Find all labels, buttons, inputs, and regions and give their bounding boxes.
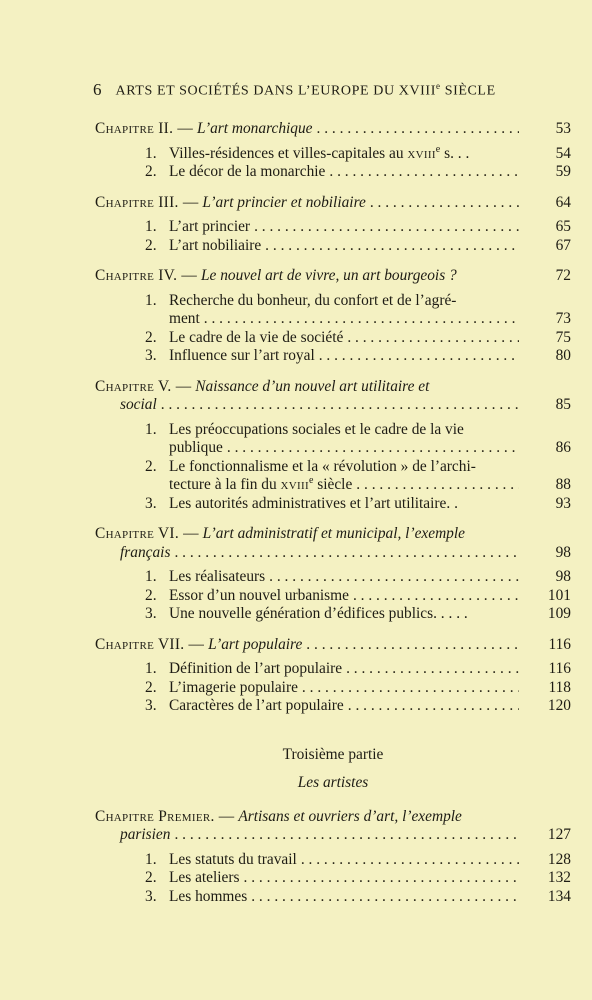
- page-number: 6: [93, 80, 102, 99]
- chapter-heading-continuation: social . . . 85: [95, 396, 571, 415]
- page-ref: 86: [555, 439, 571, 456]
- list-item: 1. Les réalisateurs . . . 98: [95, 568, 571, 587]
- list-item: 2. Le décor de la monarchie . . . 59: [95, 163, 571, 182]
- list-item: 3. Influence sur l’art royal . . . 80: [95, 347, 571, 366]
- page-ref: 59: [555, 163, 571, 180]
- page-ref: 88: [555, 476, 571, 493]
- page-ref: 85: [555, 396, 571, 413]
- list-item: 2. L’imagerie populaire . . . 118: [95, 679, 571, 698]
- page-ref: 93: [555, 494, 571, 512]
- list-item-continuation: publique . . . 86: [95, 439, 571, 458]
- page-ref: 80: [555, 347, 571, 364]
- chapter-5: [95, 378, 571, 514]
- chapter-1-part-3: [95, 808, 571, 907]
- list-item-continuation: tecture à la fin du xviii$^e$ siècle . . . 88: [95, 476, 571, 495]
- chapter-heading: Chapitre V. — Naissance d’un nouvel art utilitaire et: [95, 377, 430, 395]
- list-item: 2. Le cadre de la vie de société . . . 75: [95, 329, 571, 348]
- page-ref: 98: [555, 568, 571, 585]
- list-item: 1. Les statuts du travail . . . 128: [95, 851, 571, 870]
- chapter-heading-continuation: parisien . . . 127: [95, 826, 571, 845]
- running-title: ARTS ET SOCIÉTÉS DANS L’EUROPE DU XVIIIe SIÈCLE: [115, 81, 496, 99]
- page-ref: 53: [555, 120, 571, 137]
- list-item: 2. Les ateliers . . . 132: [95, 869, 571, 888]
- chapter-heading: Chapitre Premier. — Artisans et ouvriers d’art, l’exemple: [95, 807, 462, 825]
- part-subtitle: Les artistes: [297, 773, 369, 791]
- list-item: 3. Les hommes . . . 134: [95, 888, 571, 907]
- list-item: 1. Recherche du bonheur, du confort et de l’agré-: [145, 291, 457, 309]
- page-ref: 54: [555, 144, 571, 162]
- chapter-heading: Chapitre III. — L’art princier et nobiliaire . . . 64: [95, 194, 571, 213]
- page-ref: 109: [547, 605, 571, 622]
- list-item: 2. Le fonctionnalisme et la « révolution » de l’archi-: [145, 457, 476, 475]
- list-item: 3. Caractères de l’art populaire . . . 120: [95, 697, 571, 716]
- chapter-3: [95, 194, 571, 256]
- chapter-4: [95, 267, 571, 366]
- page-ref: 134: [547, 887, 571, 905]
- page-ref: 120: [547, 697, 571, 714]
- chapter-heading: Chapitre VI. — L’art administratif et municipal, l’exemple: [95, 525, 465, 542]
- page-ref: 116: [548, 635, 571, 653]
- page-ref: 75: [555, 328, 571, 346]
- chapter-heading-continuation: français . . . 98: [95, 544, 571, 563]
- list-item: 3. Une nouvelle génération d’édifices publics. . . . . 109: [145, 605, 571, 622]
- list-item: 1. L’art princier . . . 65: [95, 218, 571, 237]
- page-ref: 118: [548, 678, 571, 696]
- list-item: 2. L’art nobiliaire . . . 67: [95, 237, 571, 256]
- page-ref: 72: [555, 267, 571, 284]
- part-title: Troisième partie: [282, 745, 384, 763]
- chapter-heading: Chapitre II. — L’art monarchique . . . 53: [95, 120, 571, 139]
- page-ref: 65: [555, 218, 571, 235]
- page-ref: 101: [547, 586, 571, 604]
- chapter-2: [95, 120, 571, 182]
- page-ref: 73: [555, 310, 571, 327]
- chapter-heading: Chapitre IV. — Le nouvel art de vivre, un art bourgeois ? 72: [95, 267, 571, 284]
- list-item: 1. Les préoccupations sociales et le cadre de la vie: [145, 420, 464, 438]
- chapter-6: [95, 525, 571, 624]
- list-item: 1. Villes-résidences et villes-capitales au xviii$^e$ s. . . 54: [145, 143, 571, 162]
- table-of-contents: [95, 120, 571, 918]
- running-header: [93, 80, 533, 100]
- list-item: 1. Définition de l’art populaire . . . 116: [95, 660, 571, 679]
- chapter-heading: Chapitre VII. — L’art populaire . . . 116: [95, 636, 571, 655]
- list-item-continuation: ment . . . 73: [95, 310, 571, 329]
- list-item: 3. Les autorités administratives et l’art utilitaire. . 93: [145, 494, 571, 512]
- page-ref: 128: [547, 850, 571, 868]
- page-ref: 67: [555, 236, 571, 254]
- page-ref: 116: [548, 660, 571, 677]
- chapter-7: [95, 636, 571, 716]
- page-ref: 64: [555, 193, 571, 211]
- page-ref: 98: [555, 543, 571, 561]
- list-item: 2. Essor d’un nouvel urbanisme . . . 101: [95, 587, 571, 606]
- page-ref: 132: [547, 869, 571, 886]
- page-ref: 127: [547, 826, 571, 843]
